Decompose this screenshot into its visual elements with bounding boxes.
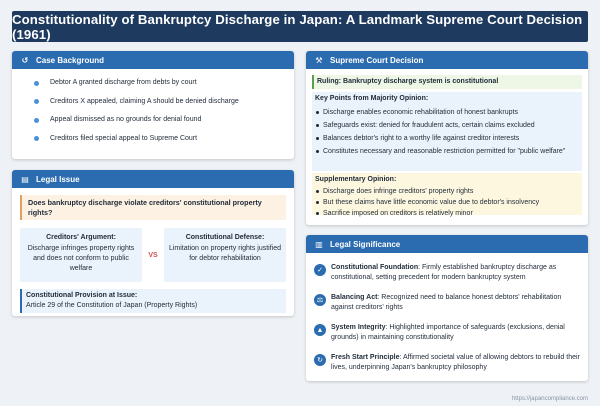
list-item: But these claims have little economic value due to debtor's insolvency bbox=[315, 198, 579, 207]
decision-card bbox=[306, 51, 588, 225]
issue-question: Does bankruptcy discharge violate creditors' constitutional property rights? bbox=[20, 195, 286, 220]
arguments-row bbox=[20, 228, 286, 282]
significance-item bbox=[306, 293, 588, 323]
case-background-title: Case Background bbox=[36, 55, 105, 65]
refresh-icon: ↻ bbox=[314, 354, 326, 366]
constitutional-defense bbox=[164, 228, 286, 282]
footer-url[interactable]: https://japancompliance.com bbox=[511, 396, 588, 402]
constitutional-defense-text: Limitation on property rights justified for debtor rehabilitation bbox=[168, 245, 282, 262]
list-item: Safeguards exist: denied for fraudulent acts, certain claims excluded bbox=[315, 121, 579, 130]
creditors-argument bbox=[20, 228, 142, 282]
significance-card bbox=[306, 235, 588, 381]
constitutional-provision bbox=[20, 289, 286, 313]
list-item: Appeal dismissed as no grounds for denial found bbox=[34, 115, 284, 134]
decision-header bbox=[306, 51, 588, 69]
integrity-icon: ▲ bbox=[314, 324, 326, 336]
check-icon: ✓ bbox=[314, 264, 326, 276]
provision-text: Article 29 of the Constitution of Japan (Property Rights) bbox=[26, 302, 198, 309]
majority-opinion bbox=[312, 92, 582, 171]
background-list bbox=[12, 69, 294, 152]
significance-item-title: Constitutional Foundation bbox=[331, 264, 419, 271]
list-item: Creditors X appealed, claiming A should be denied discharge bbox=[34, 97, 284, 116]
gavel-icon: ⚒ bbox=[315, 55, 323, 65]
significance-item-title: Fresh Start Principle bbox=[331, 354, 400, 361]
list-item: Creditors filed special appeal to Supreme Court bbox=[34, 134, 284, 153]
significance-item-text: : Recognized need to balance honest debtors' rehabilitation against creditors' rights bbox=[331, 294, 562, 311]
list-item: Sacrifice imposed on creditors is relatively minor bbox=[315, 209, 579, 218]
list-item: Discharge enables economic rehabilitation of honest bankrupts bbox=[315, 108, 579, 117]
list-item: Discharge does infringe creditors' property rights bbox=[315, 187, 579, 196]
ruling: Ruling: Bankruptcy discharge system is constitutional bbox=[312, 75, 582, 89]
legal-issue-card bbox=[12, 170, 294, 316]
creditors-argument-text: Discharge infringes property rights and does not conform to public welfare bbox=[27, 245, 135, 272]
significance-item bbox=[306, 323, 588, 353]
case-background-header bbox=[12, 51, 294, 69]
page-title: Constitutionality of Bankruptcy Discharge in Japan: A Landmark Supreme Court Decision (1961) bbox=[12, 11, 588, 42]
significance-item-text: : Firmly established bankruptcy discharge as constitutional, setting precedent for modern bankruptcy system bbox=[331, 264, 557, 281]
significance-item-title: System Integrity bbox=[331, 324, 386, 331]
list-item: Debtor A granted discharge from debts by court bbox=[34, 78, 284, 97]
supplementary-title: Supplementary Opinion: bbox=[315, 176, 397, 183]
list-item: Constitutes necessary and reasonable restriction permitted for "public welfare" bbox=[315, 147, 579, 156]
significance-item bbox=[306, 263, 588, 293]
institution-icon: ▥ bbox=[315, 239, 323, 249]
balance-icon: ⚖ bbox=[314, 294, 326, 306]
significance-item bbox=[306, 353, 588, 381]
significance-header bbox=[306, 235, 588, 253]
provision-title: Constitutional Provision at Issue: bbox=[26, 292, 138, 299]
significance-item-text: : Affirmed societal value of allowing debtors to rebuild their lives, underpinning Japan's bankruptcy philosophy bbox=[331, 354, 580, 371]
significance-item-title: Balancing Act bbox=[331, 294, 378, 301]
history-icon: ↺ bbox=[21, 55, 29, 65]
book-icon: ▤ bbox=[21, 174, 29, 184]
creditors-argument-title: Creditors' Argument: bbox=[46, 234, 116, 241]
supplementary-opinion bbox=[312, 173, 582, 218]
list-item: Balances debtor's right to a worthy life against creditor interests bbox=[315, 134, 579, 143]
majority-title: Key Points from Majority Opinion: bbox=[315, 95, 429, 102]
significance-title: Legal Significance bbox=[330, 239, 401, 249]
decision-title: Supreme Court Decision bbox=[330, 55, 424, 65]
significance-item-text: : Highlighted importance of safeguards (exclusions, denial grounds) in maintaining constitutionality bbox=[331, 324, 565, 341]
legal-issue-title: Legal Issue bbox=[36, 174, 80, 184]
case-background-card bbox=[12, 51, 294, 159]
constitutional-defense-title: Constitutional Defense: bbox=[185, 234, 265, 241]
vs-label: VS bbox=[148, 251, 158, 259]
legal-issue-header bbox=[12, 170, 294, 188]
